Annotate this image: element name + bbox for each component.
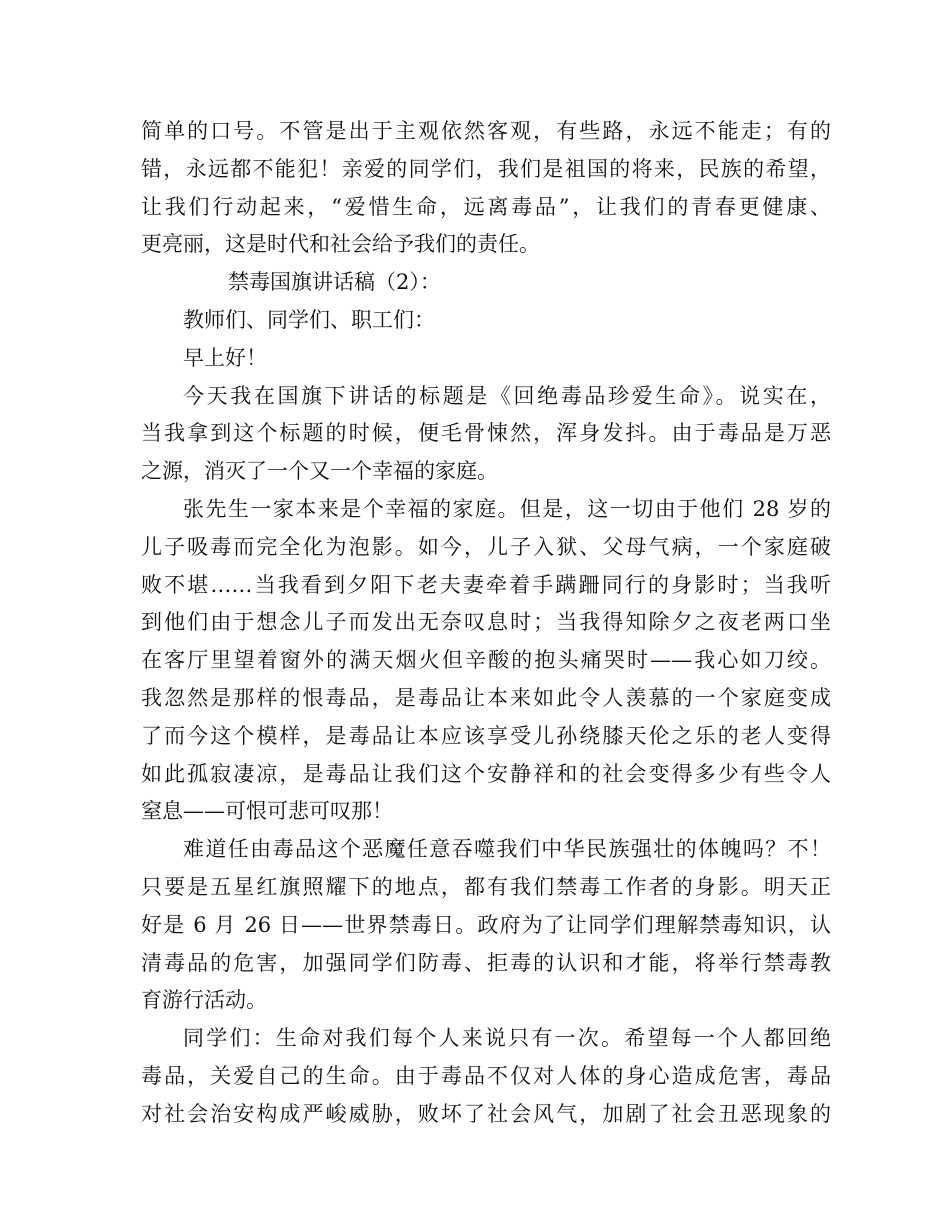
text-line: 好是 6 月 26 日——世界禁毒日。政府为了让同学们理解禁毒知识，认 [141,912,831,937]
text-line: 儿子吸毒而完全化为泡影。如今，儿子入狱、父母气病，一个家庭破 [141,534,831,559]
text-line: 对社会治安构成严峻威胁，败坏了社会风气，加剧了社会丑恶现象的 [141,1101,831,1126]
text-line: 在客厅里望着窗外的满天烟火但辛酸的抱头痛哭时——我心如刀绞。 [141,648,831,673]
salutation: 教师们、同学们、职工们： [183,307,435,332]
text-line: 清毒品的危害，加强同学们防毒、拒毒的认识和才能，将举行禁毒教 [141,950,831,975]
text-line: 我忽然是那样的恨毒品，是毒品让本来如此令人羡慕的一个家庭变成 [141,685,831,710]
text-line: 之源，消灭了一个又一个幸福的家庭。 [141,459,498,484]
section-heading: 禁毒国旗讲话稿（2）： [228,270,441,295]
text-line: 毒品，关爱自己的生命。由于毒品不仅对人体的身心造成危害，毒品 [141,1063,831,1088]
text-line: 如此孤寂凄凉，是毒品让我们这个安静祥和的社会变得多少有些令人 [141,761,831,786]
document-body [141,113,831,1134]
text-line: 难道任由毒品这个恶魔任意吞噬我们中华民族强壮的体魄吗？不！ [183,837,831,862]
text-line: 到他们由于想念儿子而发出无奈叹息时；当我得知除夕之夜老两口坐 [141,610,831,635]
greeting: 早上好！ [183,345,267,370]
text-line: 让我们行动起来，“爱惜生命，远离毒品”，让我们的青春更健康、 [141,194,831,219]
text-line: 当我拿到这个标题的时候，便毛骨悚然，浑身发抖。由于毒品是万恶 [141,421,831,446]
text-line: 败不堪……当我看到夕阳下老夫妻牵着手蹒跚同行的身影时；当我听 [141,572,831,597]
text-line: 只要是五星红旗照耀下的地点，都有我们禁毒工作者的身影。明天正 [141,874,831,899]
text-line: 同学们：生命对我们每个人来说只有一次。希望每一个人都回绝 [183,1026,831,1051]
text-line: 错，永远都不能犯！亲爱的同学们，我们是祖国的将来，民族的希望， [141,156,831,181]
text-line: 张先生一家本来是个幸福的家庭。但是，这一切由于他们 28 岁的 [183,496,831,521]
text-line: 今天我在国旗下讲话的标题是《回绝毒品珍爱生命》。说实在， [183,383,831,408]
text-line: 育游行活动。 [141,988,267,1013]
text-line: 简单的口号。不管是出于主观依然客观，有些路，永远不能走；有的 [141,119,831,143]
text-line: 窒息——可恨可悲可叹那！ [141,799,393,824]
text-line: 更亮丽，这是时代和社会给予我们的责任。 [141,232,540,257]
text-line: 了而今这个模样，是毒品让本应该享受儿孙绕膝天伦之乐的老人变得 [141,723,831,748]
